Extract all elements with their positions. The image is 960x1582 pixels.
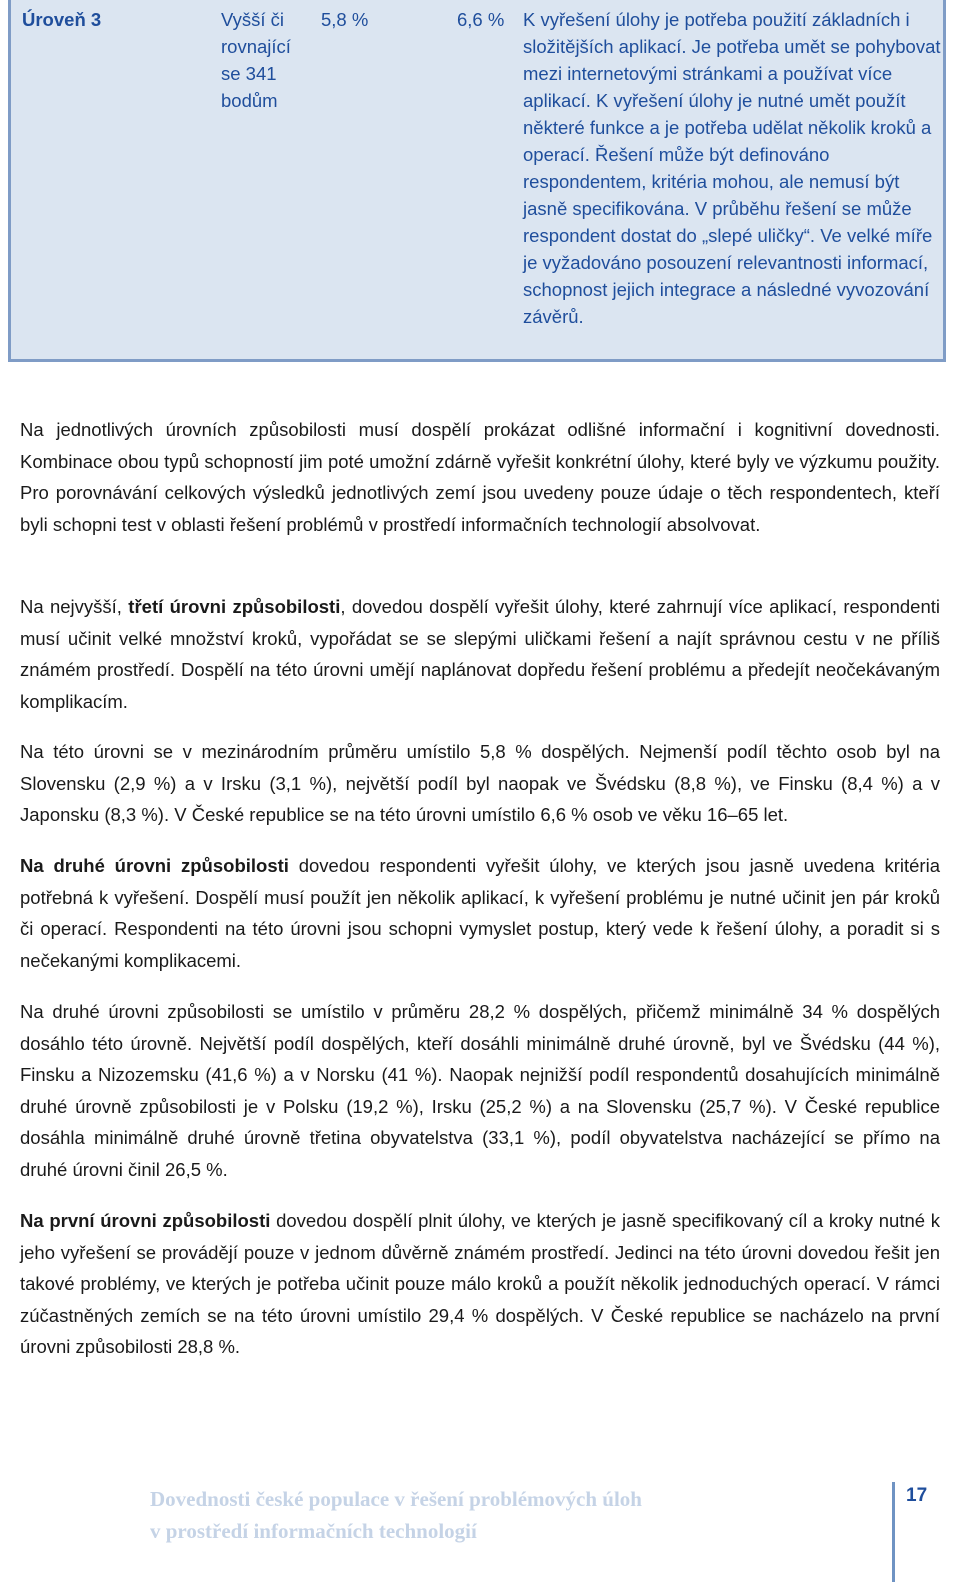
level-description-cell: K vyřešení úlohy je potřeba použití základních i složitějších aplikací. Je potřeba umět se pohybovat mezi internetovými stránkami a používat více aplikací. K vyřešení úlohy je nutné umět použít některé funkce a je potřeba udělat několik kroků a operací. Řešení může být definováno respondentem, kritéria mohou, ale nemusí být jasně specifikována. V průběhu řešení se může respondent dostat do „slepé uličky“. Ve velké míře je vyžadováno posouzení relevantnosti informací, schopnost jejich integrace a následné vyvozování závěrů. — [523, 9, 941, 327]
footer-title-line-2: v prostředí informačních technologií — [150, 1519, 477, 1543]
paragraph-level-1-text: dovedou dospělí plnit úlohy, ve kterých je jasně specifikovaný cíl a kroky nutné k jeho vyřešení se provádějí pouze v jednom důvěrně známém prostředí. Jedinci na této úrovni dovedou řešit jen takové problémy, ve kterých je potřeba učinit pouze málo kroků a použít několik jednoduchých operací. V rámci zúčastněných zemích se na této úrovni umístilo 29,4 % dospělých. V České republice se nacházelo na první úrovni způsobilosti 28,8 %. — [20, 1210, 940, 1357]
paragraph-level-2-text: dovedou respondenti vyřešit úlohy, ve kterých jsou jasně uvedena kritéria potřebná k vyřešení. Dospělí musí použít jen několik aplikací, k vyřešení problému je nutné učinit jen pár kroků či operací. Respondenti na této úrovni jsou schopni vymyslet postup, který vede k řešení úlohy, a poradit si s nečekanými komplikacemi. — [20, 855, 940, 971]
paragraph-level-3-results: Na této úrovni se v mezinárodním průměru umístilo 5,8 % dospělých. Nejmenší podíl těchto osob byl na Slovensku (2,9 %) a v Irsku (3,1 %), největší podíl byl naopak ve Švédsku (8,8 %), ve Finsku (8,4 %) a v Japonsku (8,3 %). V České republice se na této úrovni umístilo 6,6 % osob ve věku 16–65 let. — [20, 741, 940, 825]
level-1-heading: Na první úrovni způsobilosti — [20, 1210, 271, 1231]
level-cell: Úroveň 3 — [22, 9, 102, 30]
paragraph-level-2 — [20, 850, 940, 976]
footer-title — [150, 1483, 850, 1547]
level-2-heading: Na druhé úrovni způsobilosti — [20, 855, 289, 876]
paragraph-level-2-results: Na druhé úrovni způsobilosti se umístilo v průměru 28,2 % dospělých, přičemž minimálně 34 % dospělých dosáhlo této úrovně. Největší podíl dospělých, kteří dosáhli minimálně druhé úrovně, byl ve Švédsku (44 %), Finsku a Nizozemsku (41,6 %) a v Norsku (41 %). Naopak nejnižší podíl respondentů dosahujících minimálně druhé úrovně způsobilosti je v Polsku (19,2 %), Irsku (25,2 %) a na Slovensku (25,7 %). V České republice dosáhla minimálně druhé úrovně třetina obyvatelstva (33,1 %), podíl obyvatelstva nacházející se přímo na druhé úrovni činil 26,5 %. — [20, 1001, 940, 1180]
paragraph-level-3-lead: Na nejvyšší, — [20, 596, 129, 617]
paragraph-level-1 — [20, 1205, 940, 1363]
footer-divider — [892, 1482, 895, 1582]
proficiency-table — [8, 0, 946, 362]
score-range-cell: Vyšší či rovnající se 341 bodům — [221, 9, 291, 111]
level-3-heading: třetí úrovni způsobilosti — [128, 596, 341, 617]
paragraph-skills: Na jednotlivých úrovních způsobilosti musí dospělí prokázat odlišné informační i kognitivní dovednosti. Kombinace obou typů schopností jim poté umožní zdárně vyřešit konkrétní úlohy, které byly ve výzkumu použity. Pro porovnávání celkových výsledků jednotlivých zemí jsou uvedeny pouze údaje o těch respondentech, kteří byli schopni test v oblasti řešení problémů v prostředí informačních technologií absolvovat. — [20, 419, 940, 535]
paragraph-level-3 — [20, 591, 940, 717]
international-percent-cell: 5,8 % — [321, 9, 369, 30]
paragraph-level-3-text: , dovedou dospělí vyřešit úlohy, které zahrnují více aplikací, respondenti musí učinit velké množství kroků, vypořádat se se slepými uličkami řešení a najít správnou cestu v ne příliš známém prostředí. Dospělí na této úrovni umějí naplánovat dopředu řešení problému a předejít neočekávaným komplikacím. — [20, 596, 941, 712]
czech-percent-cell: 6,6 % — [457, 9, 505, 30]
page-number: 17 — [906, 1485, 928, 1506]
footer-title-line-1: Dovednosti české populace v řešení problémových úloh — [150, 1487, 642, 1511]
